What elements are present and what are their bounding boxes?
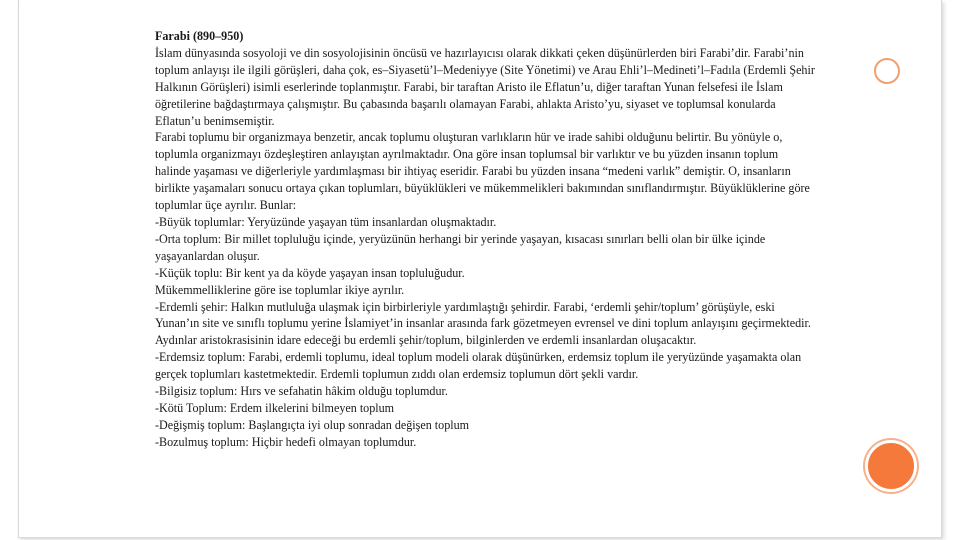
list-item-ignorant-society: -Bilgisiz toplum: Hırs ve sefahatin hâkim olduğu toplumdur. — [155, 384, 448, 399]
list-item-changed-society: -Değişmiş toplum: Başlangıçta iyi olup sonradan değişen toplum — [155, 417, 470, 432]
list-item-big-society: -Büyük toplumlar: Yeryüzünde yaşayan tüm insanlardan oluşmaktadır. — [155, 214, 497, 229]
paragraph-perfection: Mükemmelliklerine göre ise toplumlar ikiye ayrılır. — [155, 282, 405, 297]
decorative-circle-filled — [865, 440, 917, 492]
text-content — [155, 28, 815, 451]
list-item-bad-society: -Kötü Toplum: Erdem ilkelerini bilmeyen toplum — [155, 400, 395, 415]
list-item-corrupt-society: -Bozulmuş toplum: Hiçbir hedefi olmayan toplumdur. — [155, 434, 417, 449]
decorative-circle-outline — [874, 58, 900, 84]
list-item-non-virtuous: -Erdemsiz toplum: Farabi, erdemli toplumu, ideal toplum modeli olarak düşünürken, erdemsiz toplum ile yeryüzünde yaşamakta olan gerçek toplumları kastetmektedir. Erdemli toplumun zıddı olan erdemsiz toplumun dört şekli vardır. — [155, 350, 802, 382]
list-item-small-society: -Küçük toplu: Bir kent ya da köyde yaşayan insan topluluğudur. — [155, 265, 465, 280]
document-title: Farabi (890–950) — [155, 29, 244, 43]
paragraph-intro: İslam dünyasında sosyoloji ve din sosyolojisinin öncüsü ve hazırlayıcısı olarak dikkati çeken düşünürlerden biri Farabi’dir. Farabi’nin toplum anlayışı ile ilgili görüşleri, daha çok, es–Siyasetü’l–Medeniyye (Site Yönetimi) ve Arau Ehli’l–Medineti’l–Fadıla (Erdemli Şehir Halkının Görüşleri) isimli eserlerinde toplanmıştır. Farabi, bir taraftan Aristo ile Eflatun’u, diğer taraftan Yunan felsefesi ile İslam öğretilerine bağdaştırmaya çalışmıştır. Bu çabasında başarılı olamayan Farabi, ahlakta Aristo’yu, siyaset ve toplumsal konularda Eflatun’u benimsemiştir. — [155, 45, 815, 128]
list-item-virtuous-city: -Erdemli şehir: Halkın mutluluğa ulaşmak için birbirleriyle yardımlaştığı şehirdir. Farabi, ‘erdemli şehir/toplum’ görüşüyle, eski Yunan’ın site ve sınıflı toplumu yerine İslamiyet’in insanlar arasında fark gözetmeyen evrensel ve dini toplum anlayışını geçirmektedir. Aydınlar aristokrasisinin idare edeceği bu erdemli şehir/toplum, bilginlerden ve erdemli insanlardan oluşacaktır. — [155, 299, 811, 348]
list-item-middle-society: -Orta toplum: Bir millet topluluğu içinde, yeryüzünün herhangi bir yerinde yaşayan, kısacası sınırları belli olan bir ülke içinde yaşayanlardan oluşur. — [155, 231, 766, 263]
paragraph-organism: Farabi toplumu bir organizmaya benzetir, ancak toplumu oluşturan varlıkların hür ve irade sahibi olduğunu belirtir. Bu yönüyle o, toplumla organizmayı özdeşleştiren anlayıştan ayrılmaktadır. Ona göre insan toplumsal bir varlıktır ve bu yüzden insanın toplum halinde yaşaması ve diğerleriyle yardımlaşması bir ihtiyaç eseridir. Farabi bu yüzden insana “medeni varlık” demiştir. O, insanların birlikte yaşamaları sonucu ortaya çıkan toplumları, büyüklükleri ve mükemmelikleri bakımından sınıflandırmıştır. Büyüklüklerine göre toplumlar üçe ayrılır. Bunlar: — [155, 130, 810, 213]
